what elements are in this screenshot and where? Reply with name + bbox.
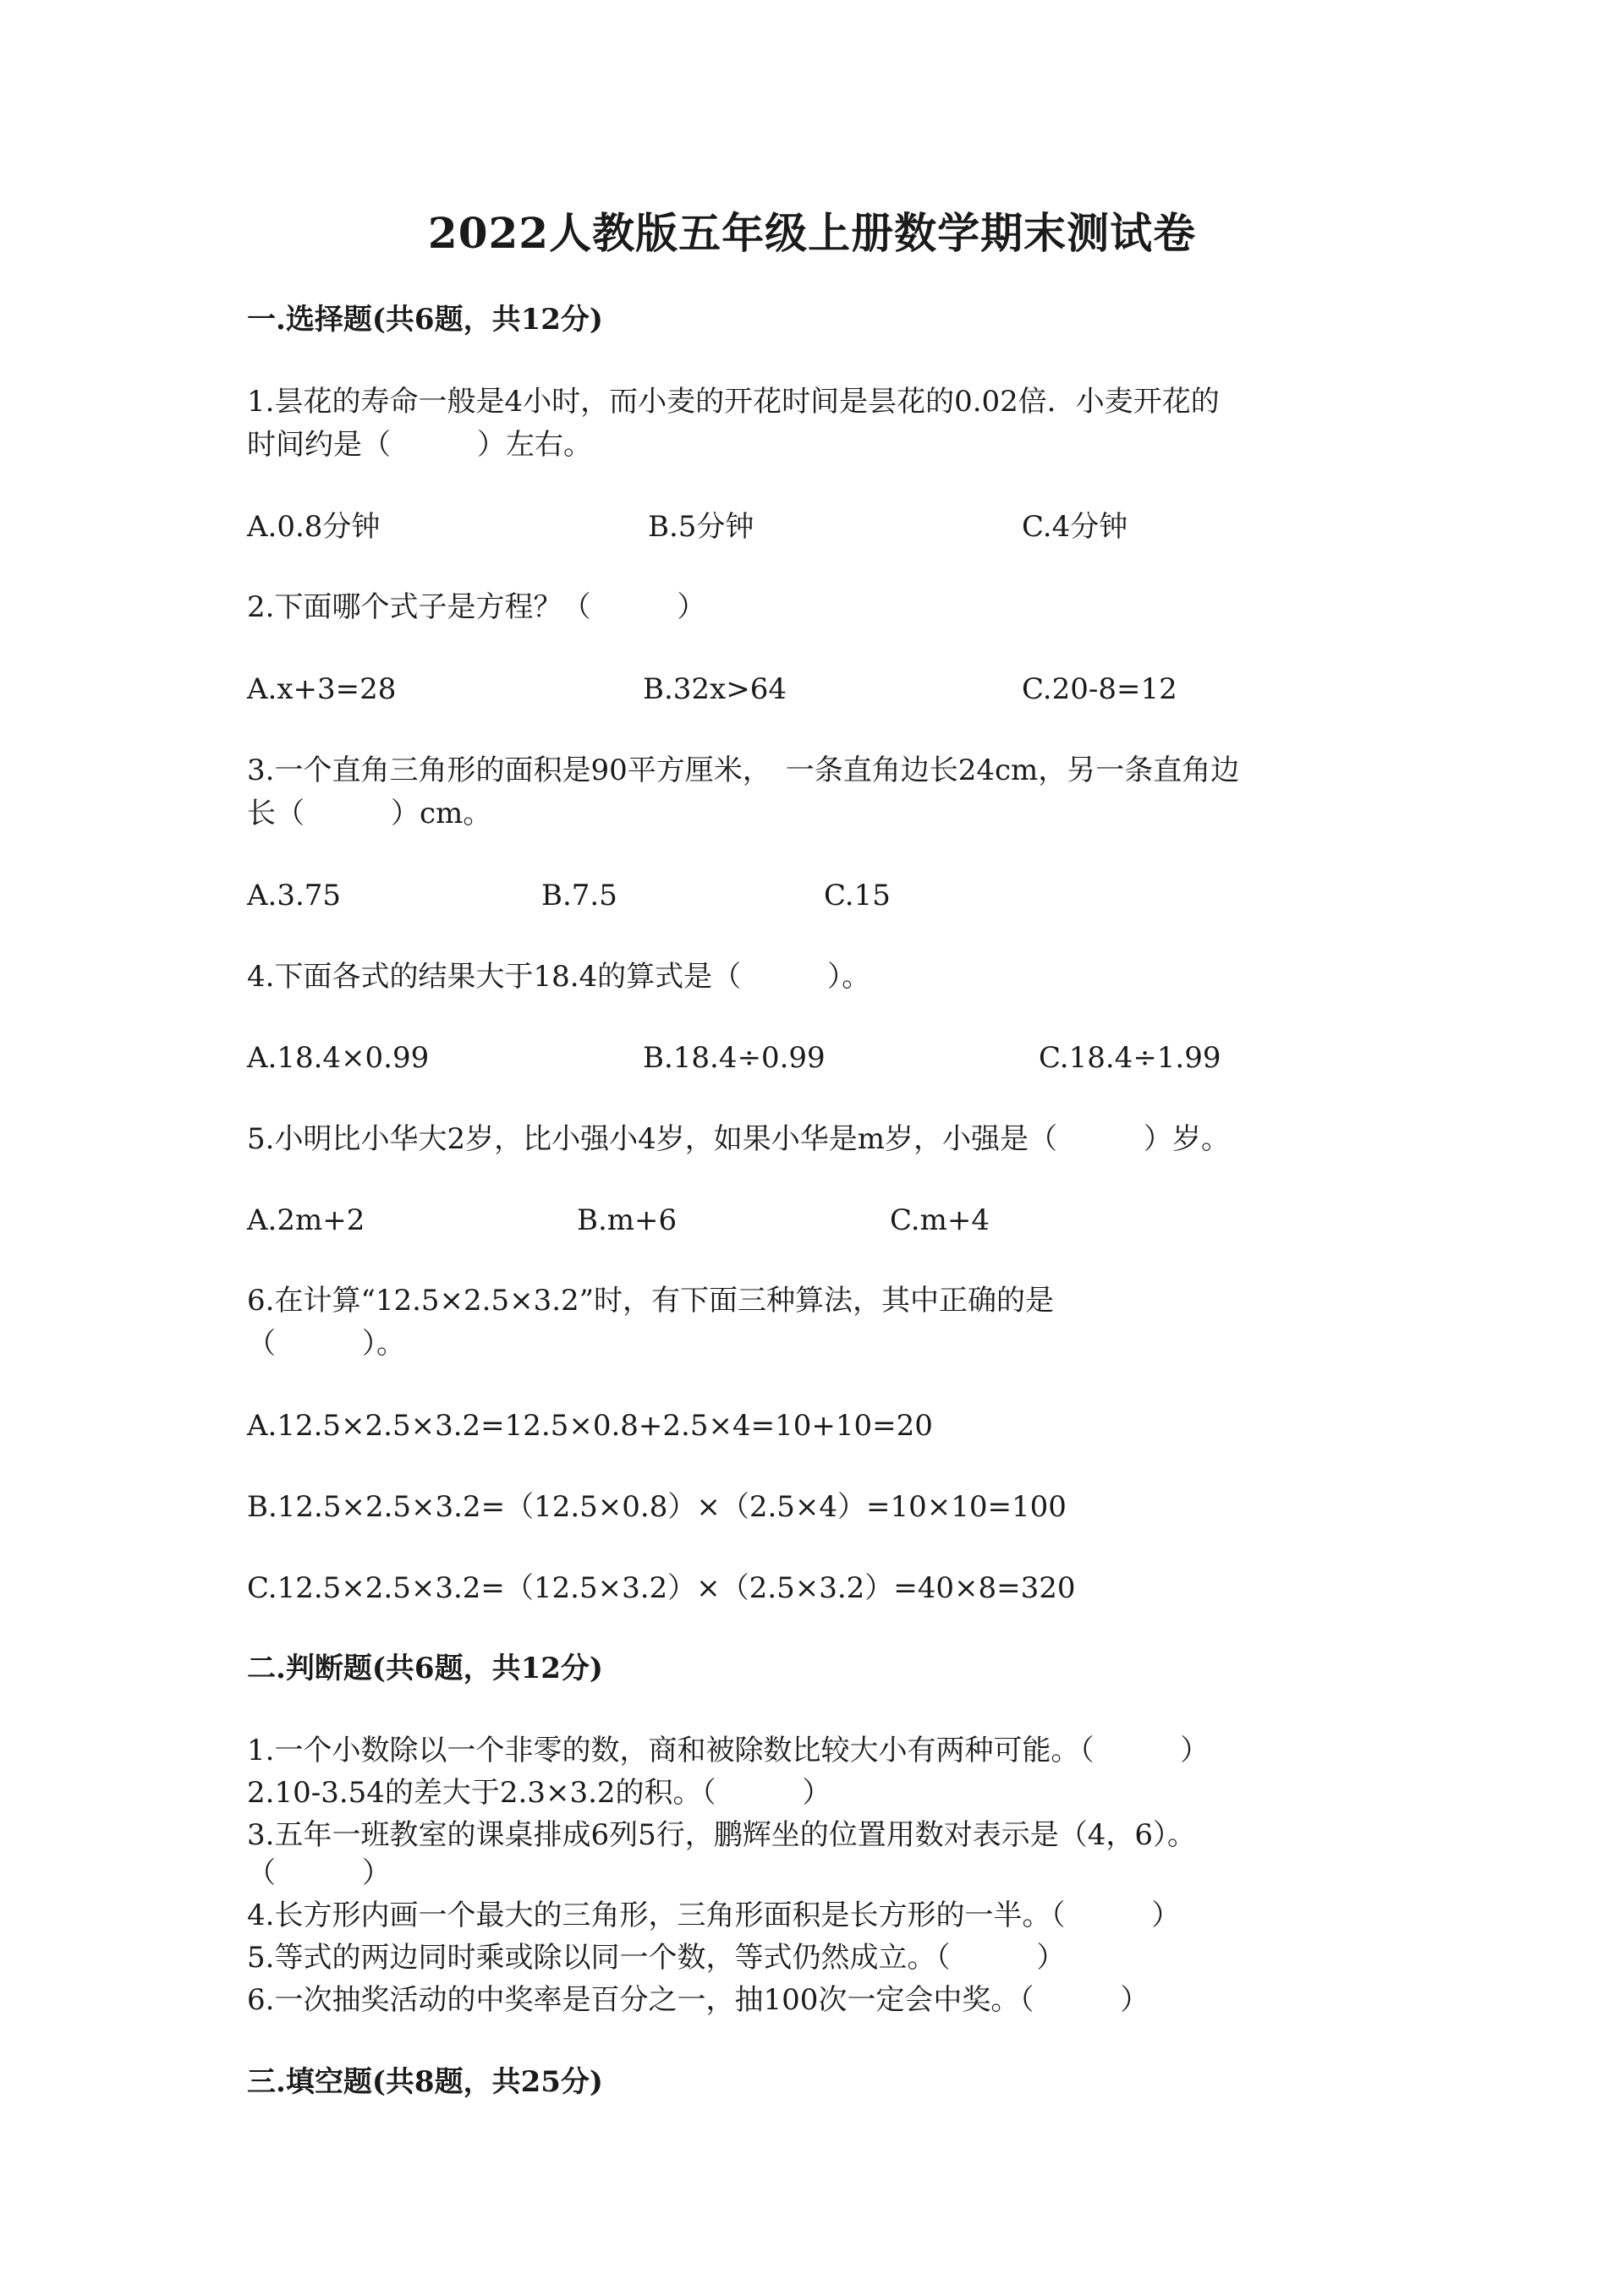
question-text: 长（ ）cm。 xyxy=(247,797,492,830)
option-a: A.0.8分钟 xyxy=(247,510,381,544)
judgment-item: 6.一次抽奖活动的中奖率是百分之一，抽100次一定会中奖。（ ） xyxy=(247,1983,1149,2017)
option-a: A.18.4×0.99 xyxy=(247,1041,430,1075)
section-heading: 三.填空题(共8题，共25分) xyxy=(247,2065,603,2099)
option-a: A.x+3=28 xyxy=(247,672,397,706)
option-c: C.12.5×2.5×3.2=（12.5×3.2）×（2.5×3.2）=40×8=320 xyxy=(247,1571,1076,1605)
option-c: C.20-8=12 xyxy=(1022,672,1177,706)
judgment-item: 1.一个小数除以一个非零的数，商和被除数比较大小有两种可能。（ ） xyxy=(247,1734,1210,1767)
question-text: 1.昙花的寿命一般是4小时，而小麦的开花时间是昙花的0.02倍．小麦开花的 xyxy=(247,385,1220,419)
question-text: 5.小明比小华大2岁，比小强小4岁，如果小华是m岁，小强是（ ）岁。 xyxy=(247,1122,1230,1156)
judgment-item: （ ） xyxy=(247,1856,391,1890)
judgment-item: 3.五年一班教室的课桌排成6列5行，鹏辉坐的位置用数对表示是（4，6）。 xyxy=(247,1818,1196,1852)
option-b: B.5分钟 xyxy=(648,510,754,544)
option-c: C.m+4 xyxy=(890,1203,990,1237)
question-text: 6.在计算“12.5×2.5×3.2”时，有下面三种算法，其中正确的是 xyxy=(247,1284,1055,1318)
question-text: （ ）。 xyxy=(247,1327,405,1361)
question-text: 3.一个直角三角形的面积是90平方厘米， 一条直角边长24cm，另一条直角边 xyxy=(247,753,1240,787)
judgment-item: 2.10-3.54的差大于2.3×3.2的积。（ ） xyxy=(247,1776,831,1810)
option-b: B.18.4÷0.99 xyxy=(643,1041,826,1075)
option-b: B.12.5×2.5×3.2=（12.5×0.8）×（2.5×4）=10×10=100 xyxy=(247,1490,1067,1524)
section-heading: 一.选择题(共6题，共12分) xyxy=(247,303,603,337)
question-text: 时间约是（ ）左右。 xyxy=(247,428,592,462)
option-a: A.2m+2 xyxy=(247,1203,365,1237)
option-c: C.18.4÷1.99 xyxy=(1039,1041,1221,1075)
option-a: A.12.5×2.5×3.2=12.5×0.8+2.5×4=10+10=20 xyxy=(247,1409,933,1443)
question-text: 4.下面各式的结果大于18.4的算式是（ ）。 xyxy=(247,960,871,994)
option-b: B.7.5 xyxy=(541,879,617,912)
option-b: B.32x>64 xyxy=(643,672,787,706)
option-a: A.3.75 xyxy=(247,879,342,912)
section-heading: 二.判断题(共6题，共12分) xyxy=(247,1652,603,1685)
page-title: 2022人教版五年级上册数学期末测试卷 xyxy=(427,208,1197,258)
option-c: C.4分钟 xyxy=(1022,510,1128,544)
judgment-item: 4.长方形内画一个最大的三角形，三角形面积是长方形的一半。（ ） xyxy=(247,1899,1181,1932)
question-text: 2.下面哪个式子是方程？（ ） xyxy=(247,590,706,624)
option-c: C.15 xyxy=(824,879,891,912)
option-b: B.m+6 xyxy=(577,1203,678,1237)
judgment-item: 5.等式的两边同时乘或除以同一个数，等式仍然成立。（ ） xyxy=(247,1941,1066,1975)
